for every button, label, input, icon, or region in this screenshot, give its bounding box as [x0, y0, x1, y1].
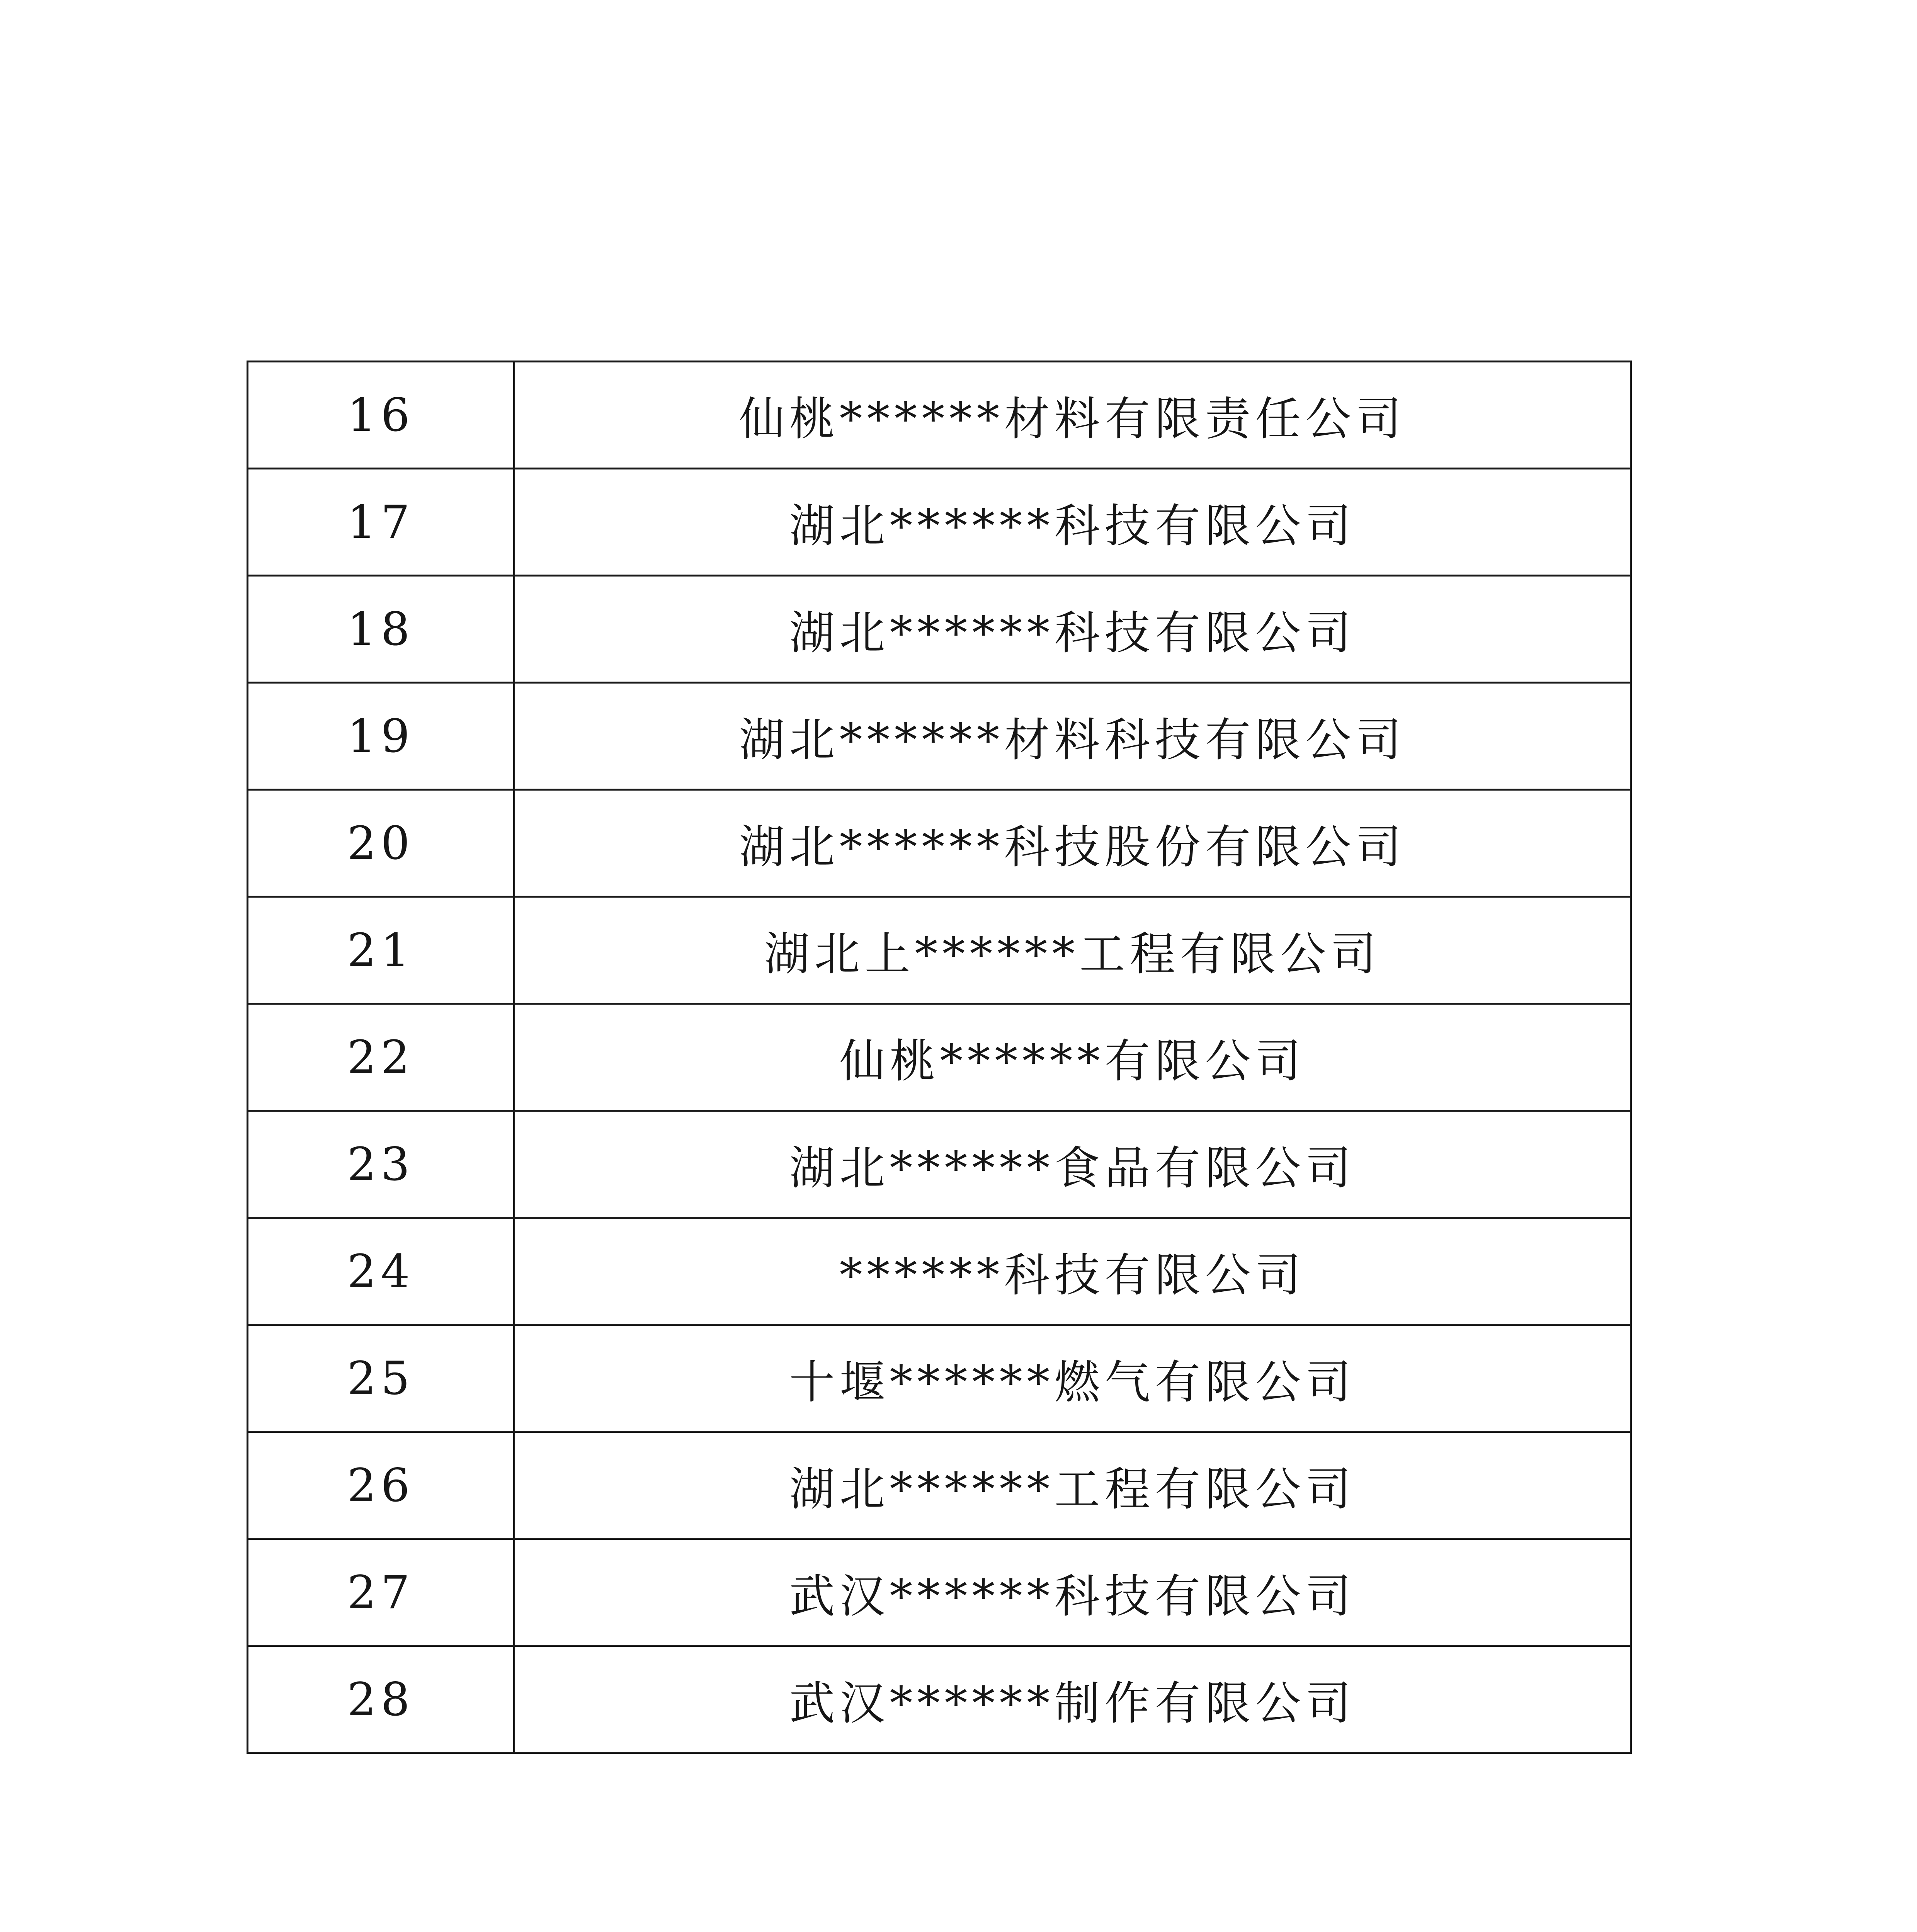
- row-number: 26: [248, 1432, 514, 1539]
- company-name: 湖北******工程有限公司: [514, 1432, 1631, 1539]
- company-name: 湖北******科技有限公司: [514, 469, 1631, 576]
- table-row: [248, 897, 1631, 1004]
- company-name: ******科技有限公司: [514, 1218, 1631, 1325]
- row-number: 27: [248, 1539, 514, 1646]
- row-number: 20: [248, 790, 514, 897]
- table-row: [248, 790, 1631, 897]
- table-row: [248, 362, 1631, 469]
- company-list-table: [247, 361, 1632, 1754]
- table-row: [248, 1539, 1631, 1646]
- row-number: 22: [248, 1004, 514, 1111]
- company-name: 湖北******科技股份有限公司: [514, 790, 1631, 897]
- table-row: [248, 576, 1631, 683]
- row-number: 28: [248, 1646, 514, 1753]
- table-row: [248, 1432, 1631, 1539]
- row-number: 21: [248, 897, 514, 1004]
- table-row: [248, 1218, 1631, 1325]
- company-name: 武汉******科技有限公司: [514, 1539, 1631, 1646]
- row-number: 17: [248, 469, 514, 576]
- row-number: 19: [248, 683, 514, 790]
- row-number: 25: [248, 1325, 514, 1432]
- row-number: 24: [248, 1218, 514, 1325]
- company-name: 湖北******科技有限公司: [514, 576, 1631, 683]
- table-row: [248, 1111, 1631, 1218]
- company-name: 湖北******材料科技有限公司: [514, 683, 1631, 790]
- table-row: [248, 469, 1631, 576]
- company-name: 武汉******制作有限公司: [514, 1646, 1631, 1753]
- row-number: 16: [248, 362, 514, 469]
- company-name: 湖北上******工程有限公司: [514, 897, 1631, 1004]
- row-number: 18: [248, 576, 514, 683]
- company-name: 十堰******燃气有限公司: [514, 1325, 1631, 1432]
- row-number: 23: [248, 1111, 514, 1218]
- table-row: [248, 683, 1631, 790]
- company-name: 湖北******食品有限公司: [514, 1111, 1631, 1218]
- table-row: [248, 1646, 1631, 1753]
- company-name: 仙桃******有限公司: [514, 1004, 1631, 1111]
- company-name: 仙桃******材料有限责任公司: [514, 362, 1631, 469]
- table-row: [248, 1004, 1631, 1111]
- table-row: [248, 1325, 1631, 1432]
